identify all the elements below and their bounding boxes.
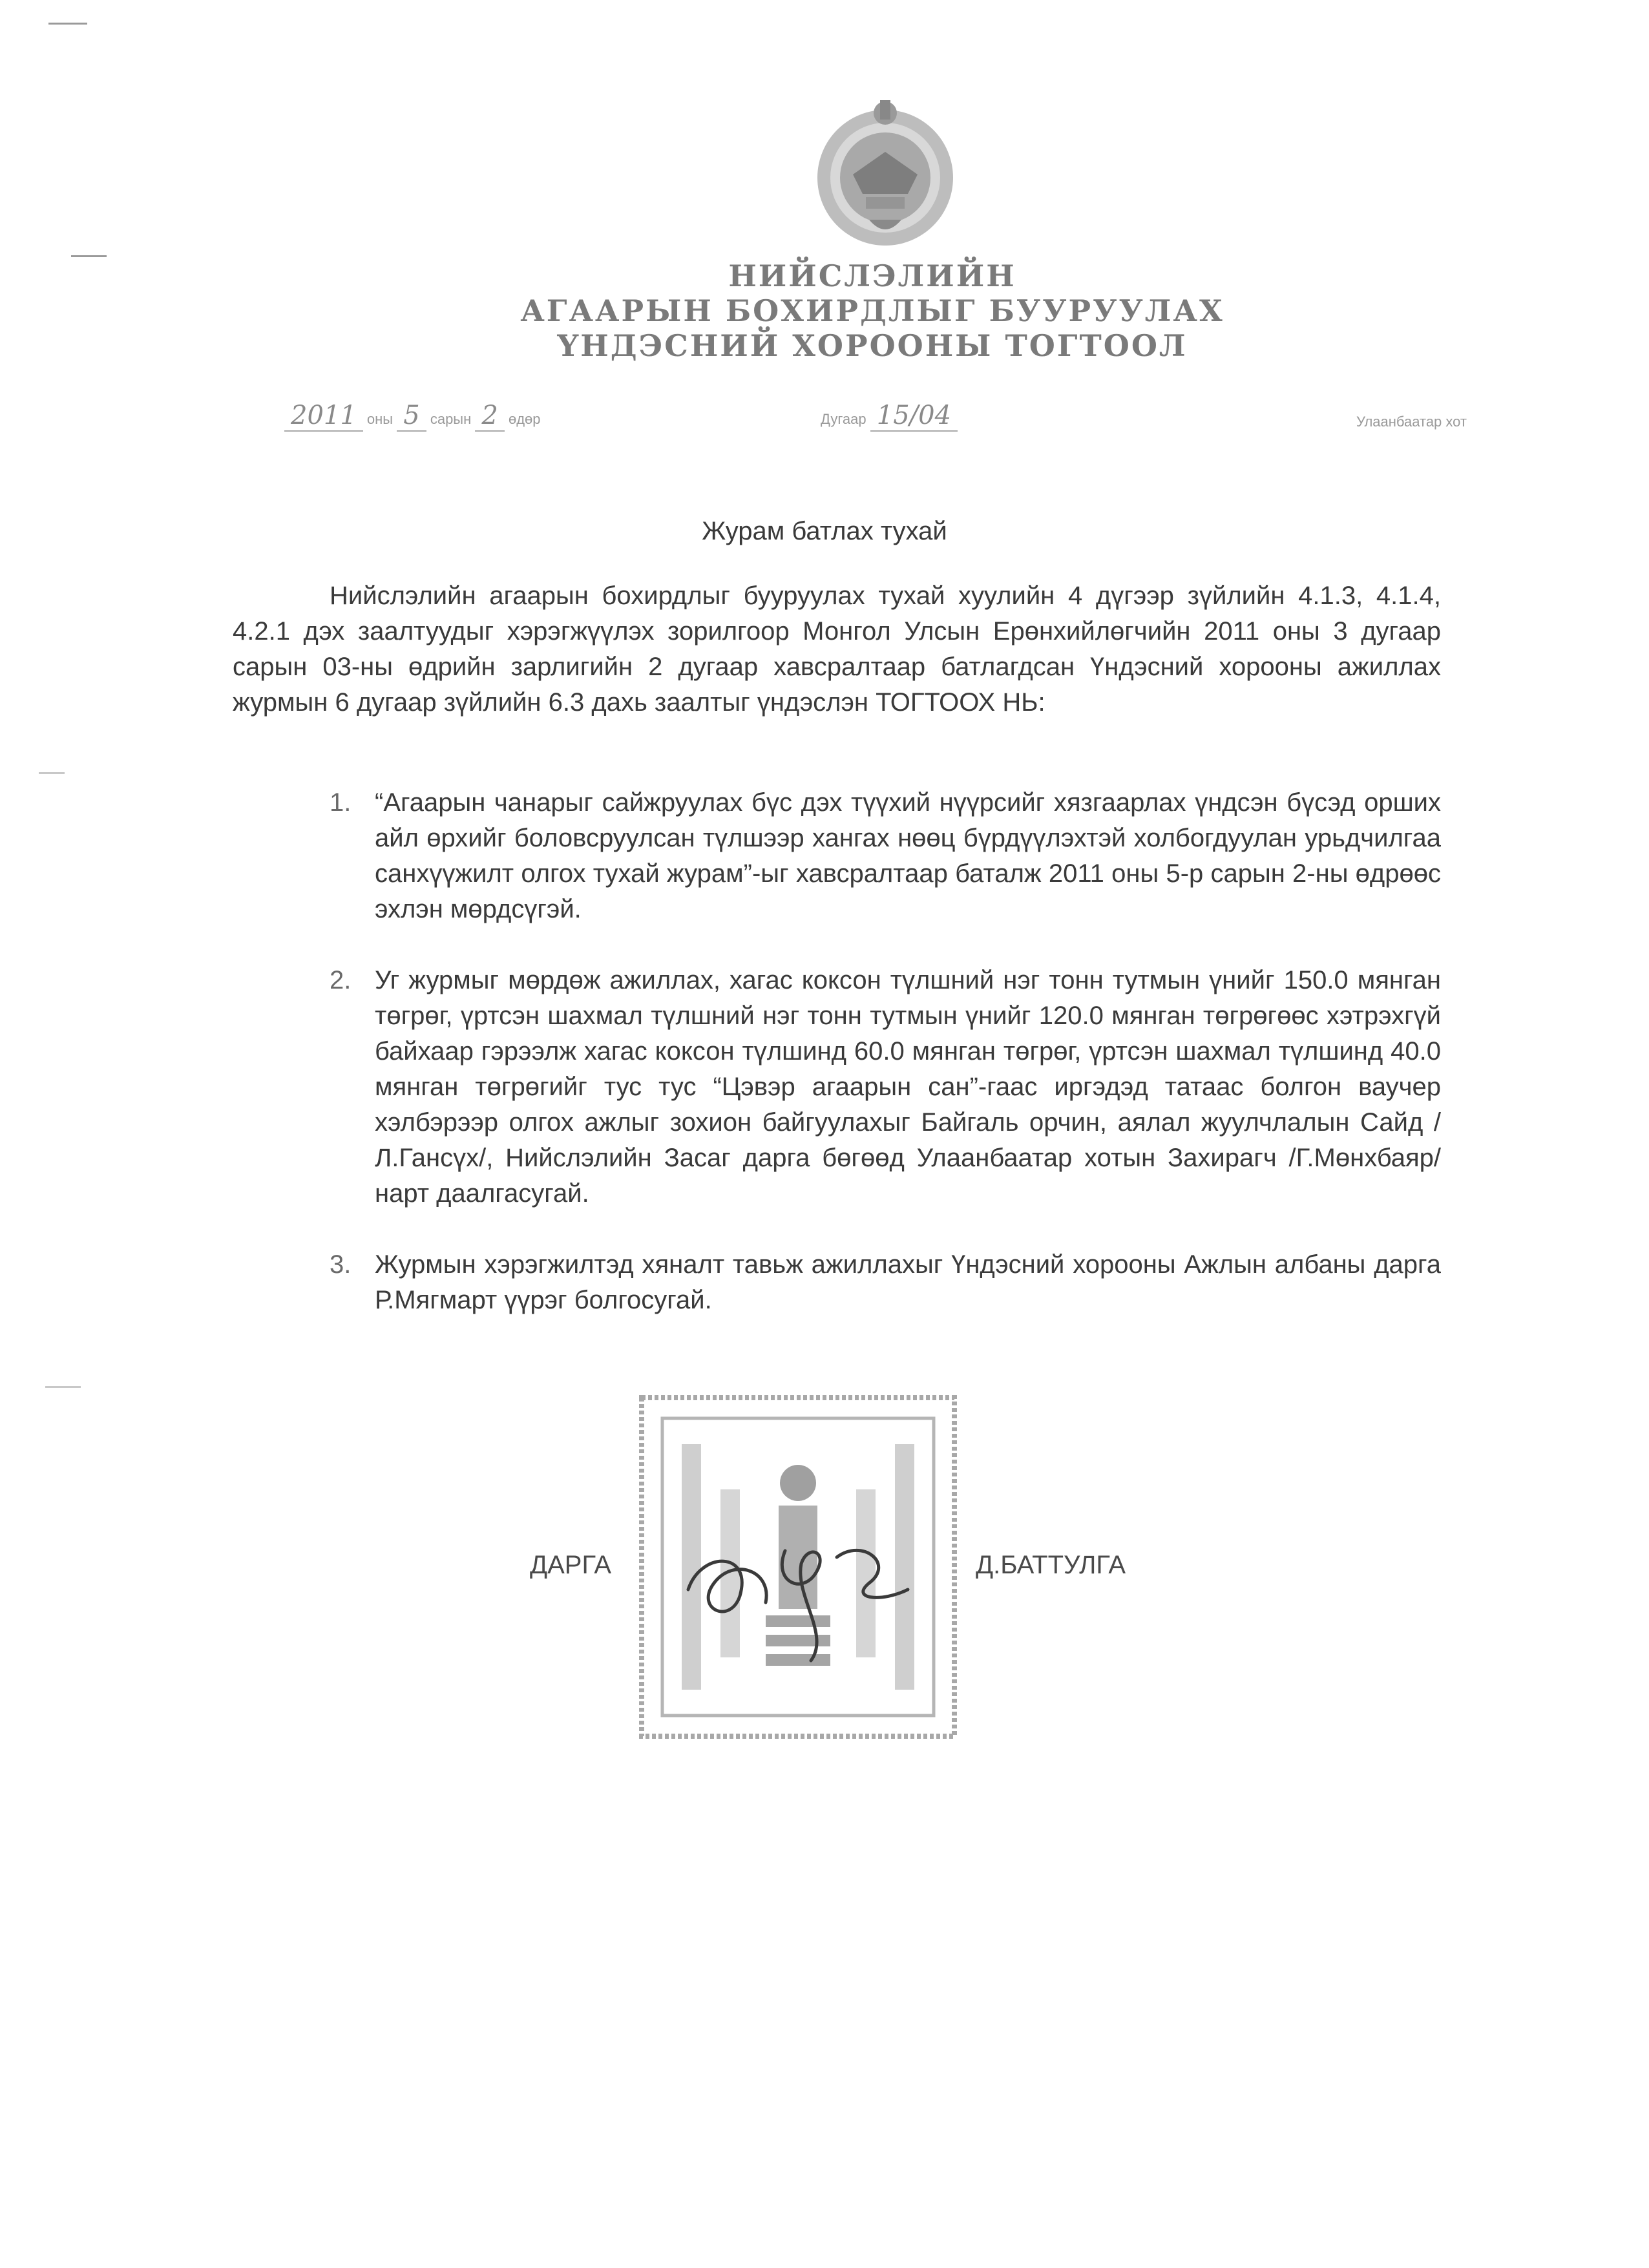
- date-year-label: оны: [366, 411, 394, 427]
- number-field: [821, 401, 958, 430]
- list-item: [330, 1247, 1441, 1318]
- number-value: 15/04: [870, 401, 958, 432]
- date-field: [284, 401, 541, 430]
- signatory-name: Д.БАТТУЛГА: [976, 1551, 1126, 1579]
- list-item: [330, 785, 1441, 927]
- list-item-text: Уг журмыг мөрдөж ажиллах, хагас коксон түлшний нэг тонн тутмын үнийг 150.0 мянган төгрөг, үртсэн шахмал түлшний нэг тонн тутмын үнийг 120.0 мянган төгрөгөөс хэтрэхгүй байхаар гэрээлж хагас коксон түлшинд 60.0 мянган төгрөг, үртсэн шахмал түлшинд 40.0 мянган төгрөгийг тус тус “Цэвэр агаарын сан”-гаас иргэдэд татаас болгон ваучер хэлбэрээр олгох ажлыг зохион байгуулахыг Байгаль орчин, аялал жуулчлалын Сайд /Л.Гансүх/, Нийслэлийн Засаг дарга бөгөөд Улаанбаатар хотын Захирагч /Г.Мөнхбаяр/ нарт даалгасугай.: [375, 966, 1441, 1208]
- date-day-label: өдөр: [508, 411, 541, 427]
- scan-artifact: [39, 772, 65, 774]
- document-header: [452, 258, 1292, 363]
- state-emblem-icon: [804, 90, 966, 252]
- list-item-number: 2.: [330, 966, 352, 994]
- handwritten-signature-icon: [675, 1512, 921, 1667]
- number-label: Дугаар: [821, 411, 867, 427]
- list-item: [330, 963, 1441, 1212]
- place-field: Улаанбаатар хот: [1356, 414, 1467, 430]
- scan-artifact: [48, 23, 87, 25]
- header-line-2: АГААРЫН БОХИРДЛЫГ БУУРУУЛАХ: [520, 293, 1224, 328]
- date-month: 5: [397, 401, 426, 432]
- header-line-1: НИЙСЛЭЛИЙН: [728, 258, 1016, 293]
- intro-paragraph: Нийслэлийн агаарын бохирдлыг бууруулах тухай хуулийн 4 дүгээр зүйлийн 4.1.3, 4.1.4, 4.2.1 дэх заалтуудыг хэрэгжүүлэх зорилгоор Монгол Улсын Ерөнхийлөгчийн 2011 оны 3 дугаар сарын 03-ны өдрийн зарлигийн 2 дугаар хавсралтаар батлагдсан Үндэсний хорооны ажиллах журмын 6 дугаар зүйлийн 6.3 дахь заалтыг үндэслэн ТОГТООХ НЬ:: [233, 582, 1441, 717]
- list-item-text: Журмын хэрэгжилтэд хяналт тавьж ажиллахыг Үндэсний хорооны Ажлын албаны дарга Р.Мягмарт үүрэг болгосугай.: [375, 1250, 1441, 1314]
- meta-row: [284, 401, 1480, 439]
- resolution-list: [330, 785, 1441, 1354]
- header-line-3: ҮНДЭСНИЙ ХОРООНЫ ТОГТООЛ: [557, 328, 1188, 363]
- signatory-title: ДАРГА: [530, 1551, 612, 1579]
- date-year: 2011: [284, 401, 363, 432]
- list-item-number: 3.: [330, 1250, 352, 1279]
- date-month-label: сарын: [430, 411, 472, 427]
- document-title: Журам батлах тухай: [702, 517, 947, 545]
- list-item-number: 1.: [330, 788, 352, 817]
- scan-artifact: [71, 255, 107, 257]
- list-item-text: “Агаарын чанарыг сайжруулах бүс дэх түүхий нүүрсийг хязгаарлах үндсэн бүсэд орших айл өрхийг боловсруулсан түлшээр хангах нөөц бүрдүүлэхтэй холбогдуулан урьдчилгаа санхүүжилт олгох тухай журам”-ыг хавсралтаар баталж 2011 оны 5-р сарын 2-ны өдрөөс эхлэн мөрдсүгэй.: [375, 788, 1441, 923]
- scan-artifact: [45, 1386, 81, 1388]
- date-day: 2: [475, 401, 504, 432]
